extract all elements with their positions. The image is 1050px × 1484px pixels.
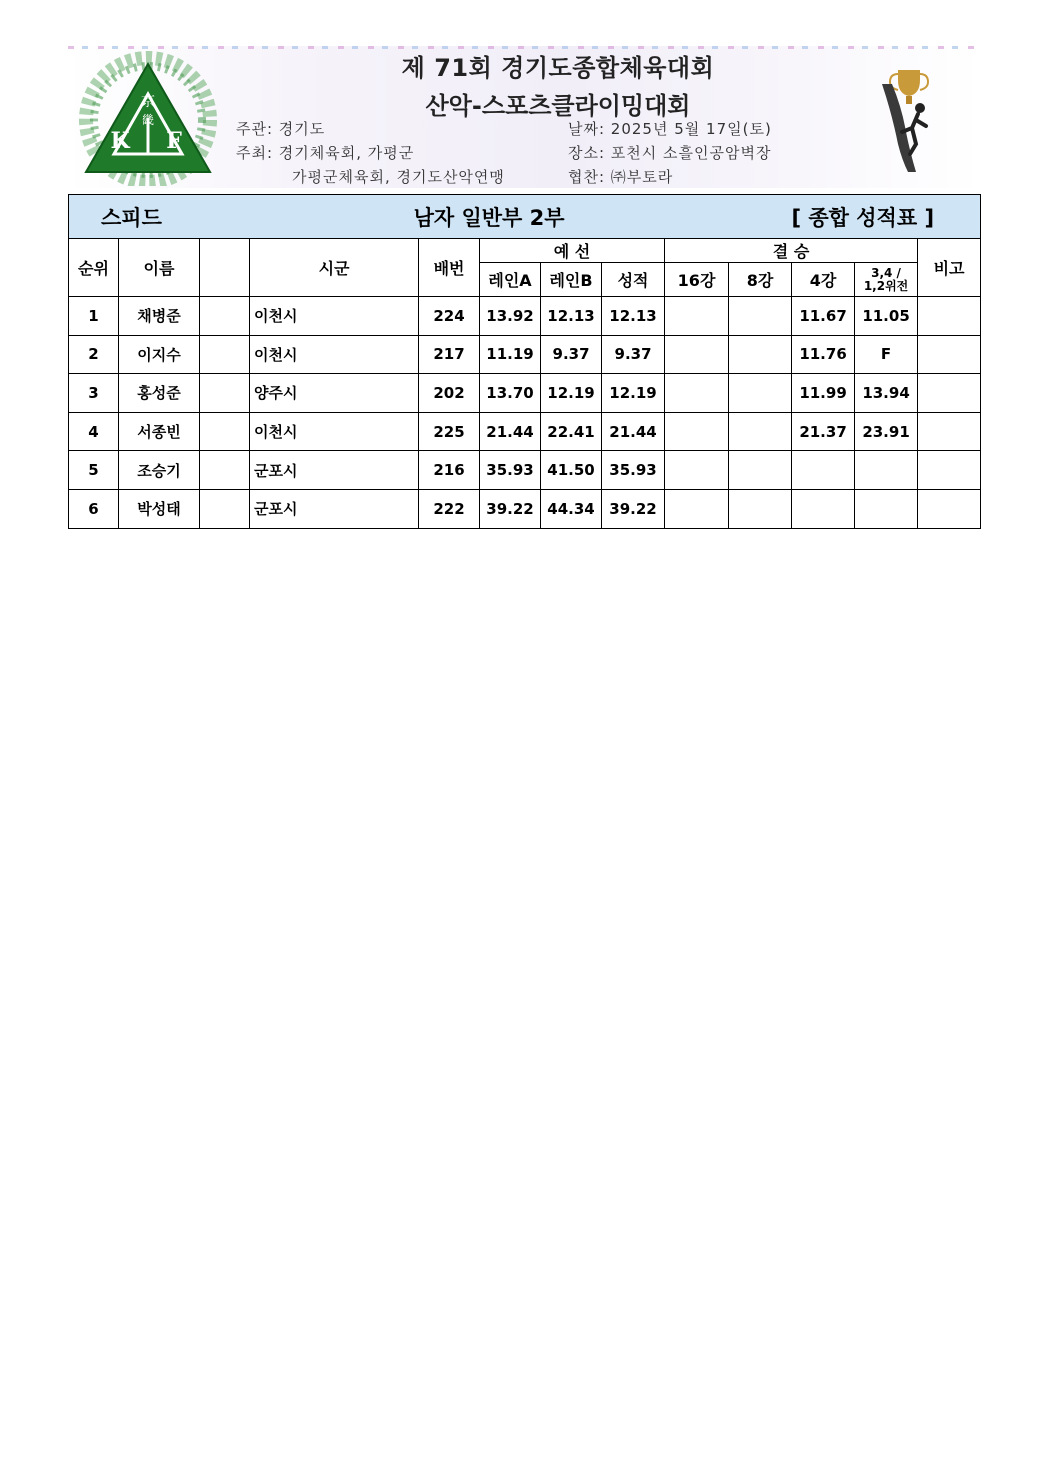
cell-r8: [729, 374, 792, 413]
cell-r8: [729, 412, 792, 451]
cell-blank: [200, 451, 250, 490]
cell-lane-b: 9.37: [541, 335, 602, 374]
cell-name: 홍성준: [119, 374, 200, 413]
logo-mid-char: 畿: [141, 113, 155, 127]
logo-top-char: 京: [141, 94, 155, 110]
cell-r4: 11.99: [792, 374, 855, 413]
col-city: 시군: [250, 239, 419, 297]
cell-bib: 222: [419, 489, 480, 528]
cell-city: 이천시: [250, 412, 419, 451]
cell-note: [918, 374, 981, 413]
cell-name: 이지수: [119, 335, 200, 374]
table-title-row: [69, 195, 981, 239]
cell-final: 11.05: [855, 297, 918, 336]
cell-lane-a: 13.92: [480, 297, 541, 336]
results-table: [68, 194, 981, 529]
cell-note: [918, 451, 981, 490]
cell-lane-b: 44.34: [541, 489, 602, 528]
cell-result: 12.13: [602, 297, 665, 336]
col-final: 결 승: [665, 239, 918, 263]
cell-r16: [665, 374, 729, 413]
cell-city: 이천시: [250, 335, 419, 374]
header-row-1: [69, 239, 981, 263]
cell-name: 박성태: [119, 489, 200, 528]
cell-blank: [200, 374, 250, 413]
cell-lane-b: 12.19: [541, 374, 602, 413]
cell-final: [855, 489, 918, 528]
event-banner: [68, 46, 980, 188]
col-bronze-final: [855, 263, 918, 297]
cell-rank: 4: [69, 412, 119, 451]
cell-lane-b: 41.50: [541, 451, 602, 490]
cell-bib: 225: [419, 412, 480, 451]
cell-blank: [200, 335, 250, 374]
cell-rank: 5: [69, 451, 119, 490]
cell-lane-a: 11.19: [480, 335, 541, 374]
col-bronze-final-line2: 1,2위전: [863, 278, 909, 293]
cell-bib: 216: [419, 451, 480, 490]
cell-final: 13.94: [855, 374, 918, 413]
cell-r4: [792, 489, 855, 528]
cell-r4: [792, 451, 855, 490]
cell-r16: [665, 412, 729, 451]
logo-letter-f: F: [166, 128, 182, 154]
cell-rank: 6: [69, 489, 119, 528]
organizer-info-2: 가평군체육회, 경기도산악연맹: [292, 168, 505, 186]
date-info: 날짜: 2025년 5월 17일(토): [568, 120, 772, 138]
cell-r4: 11.67: [792, 297, 855, 336]
cell-note: [918, 297, 981, 336]
division-title: 남자 일반부 2부: [250, 195, 729, 239]
col-lane-b: 레인B: [541, 263, 602, 297]
host-info: 주관: 경기도: [236, 120, 326, 138]
col-r4: 4강: [792, 263, 855, 297]
col-result: 성적: [602, 263, 665, 297]
results-body: [69, 297, 981, 529]
table-row: [69, 489, 981, 528]
cell-result: 9.37: [602, 335, 665, 374]
cell-result: 35.93: [602, 451, 665, 490]
cell-r8: [729, 335, 792, 374]
col-qualification: 예 선: [480, 239, 665, 263]
cell-blank: [200, 297, 250, 336]
cell-city: 양주시: [250, 374, 419, 413]
cell-bib: 224: [419, 297, 480, 336]
cell-result: 21.44: [602, 412, 665, 451]
cell-r8: [729, 451, 792, 490]
venue-info: 장소: 포천시 소흘인공암벽장: [568, 144, 772, 162]
col-r8: 8강: [729, 263, 792, 297]
cell-result: 12.19: [602, 374, 665, 413]
col-bib: 배번: [419, 239, 480, 297]
cell-r8: [729, 489, 792, 528]
table-row: [69, 297, 981, 336]
cell-final: [855, 451, 918, 490]
event-type: 스피드: [69, 195, 250, 239]
cell-r16: [665, 451, 729, 490]
cell-rank: 3: [69, 374, 119, 413]
cell-result: 39.22: [602, 489, 665, 528]
cell-rank: 2: [69, 335, 119, 374]
logo-letter-k: K: [110, 128, 130, 154]
cell-lane-a: 13.70: [480, 374, 541, 413]
cell-r4: 21.37: [792, 412, 855, 451]
cell-lane-b: 22.41: [541, 412, 602, 451]
cell-note: [918, 412, 981, 451]
cell-lane-b: 12.13: [541, 297, 602, 336]
cell-note: [918, 489, 981, 528]
cell-name: 서종빈: [119, 412, 200, 451]
cell-r16: [665, 489, 729, 528]
sponsor-info: 협찬: ㈜부토라: [568, 168, 674, 186]
federation-logo-icon: [70, 50, 226, 186]
cell-blank: [200, 412, 250, 451]
cell-bib: 217: [419, 335, 480, 374]
col-name: 이름: [119, 239, 200, 297]
cell-note: [918, 335, 981, 374]
col-bronze-final-line1: 3,4 /: [871, 265, 901, 280]
sheet-title: [ 종합 성적표 ]: [729, 195, 981, 239]
col-note: 비고: [918, 239, 981, 297]
cell-r8: [729, 297, 792, 336]
table-row: [69, 451, 981, 490]
table-row: [69, 412, 981, 451]
table-row: [69, 335, 981, 374]
cell-rank: 1: [69, 297, 119, 336]
cell-r4: 11.76: [792, 335, 855, 374]
col-r16: 16강: [665, 263, 729, 297]
cell-city: 이천시: [250, 297, 419, 336]
cell-city: 군포시: [250, 451, 419, 490]
event-title: 제 71회 경기도종합체육대회: [401, 54, 715, 82]
cell-lane-a: 21.44: [480, 412, 541, 451]
cell-name: 채병준: [119, 297, 200, 336]
cell-lane-a: 39.22: [480, 489, 541, 528]
cell-r16: [665, 297, 729, 336]
cell-final: F: [855, 335, 918, 374]
cell-city: 군포시: [250, 489, 419, 528]
cell-lane-a: 35.93: [480, 451, 541, 490]
cell-blank: [200, 489, 250, 528]
cell-bib: 202: [419, 374, 480, 413]
cell-name: 조승기: [119, 451, 200, 490]
table-row: [69, 374, 981, 413]
cell-r16: [665, 335, 729, 374]
climber-trophy-icon: [876, 64, 936, 174]
cell-final: 23.91: [855, 412, 918, 451]
col-blank: [200, 239, 250, 297]
event-subtitle: 산악-스포츠클라이밍대회: [425, 92, 691, 120]
organizer-info: 주최: 경기체육회, 가평군: [236, 144, 415, 162]
col-lane-a: 레인A: [480, 263, 541, 297]
col-rank: 순위: [69, 239, 119, 297]
